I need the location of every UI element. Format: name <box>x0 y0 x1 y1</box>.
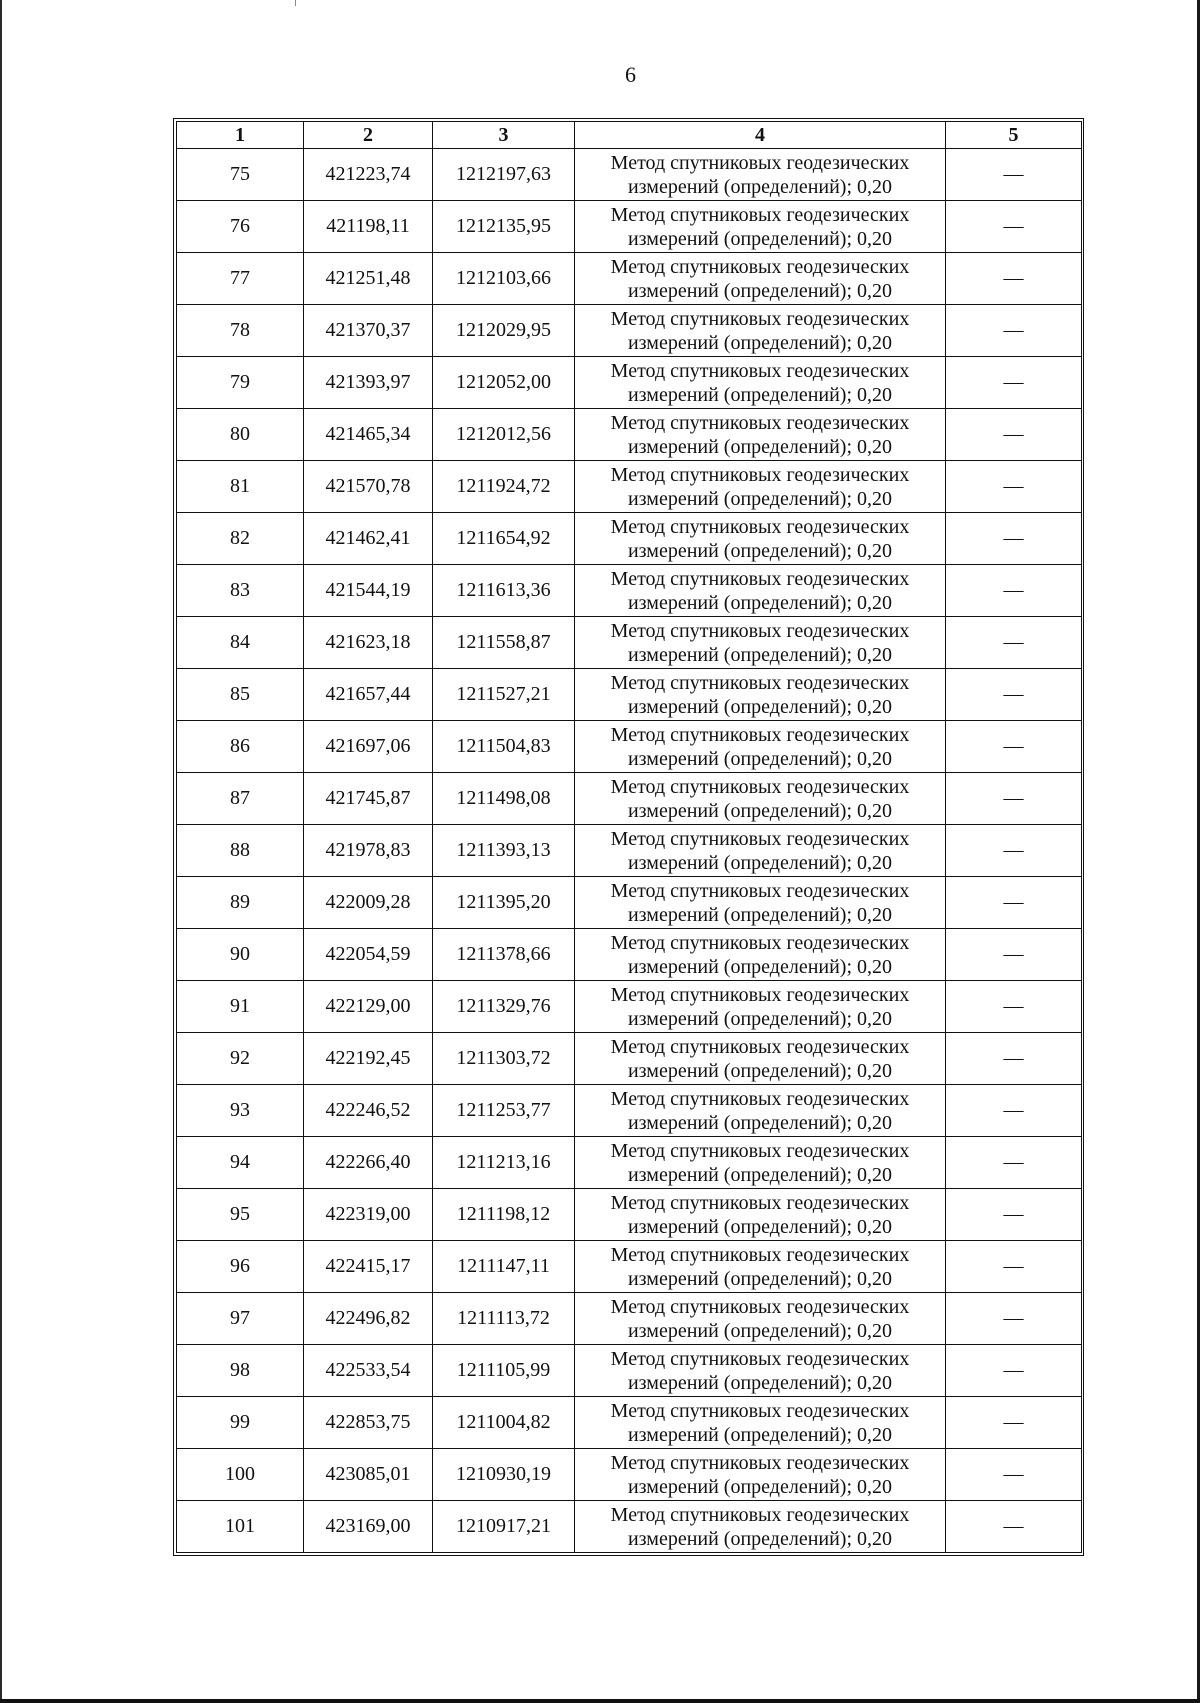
y-coordinate-cell: 1211613,36 <box>433 565 575 617</box>
table-row <box>177 1033 1082 1085</box>
method-line-2: измерений (определений); 0,20 <box>627 799 893 822</box>
description-cell: — <box>946 305 1082 357</box>
column-header: 4 <box>575 122 946 149</box>
column-header: 3 <box>433 122 575 149</box>
table-row <box>177 1449 1082 1501</box>
description-cell: — <box>946 409 1082 461</box>
y-coordinate-cell: 1212197,63 <box>433 149 575 201</box>
description-cell: — <box>946 669 1082 721</box>
method-line-1: Метод спутниковых геодезических <box>610 1191 910 1214</box>
x-coordinate-cell: 421393,97 <box>304 357 433 409</box>
method-line-2: измерений (определений); 0,20 <box>627 747 893 770</box>
method-line-2: измерений (определений); 0,20 <box>627 1059 893 1082</box>
y-coordinate-cell: 1211329,76 <box>433 981 575 1033</box>
x-coordinate-cell: 423169,00 <box>304 1501 433 1553</box>
y-coordinate-cell: 1212103,66 <box>433 253 575 305</box>
point-number-cell: 96 <box>177 1241 304 1293</box>
x-coordinate-cell: 421657,44 <box>304 669 433 721</box>
description-cell: — <box>946 1345 1082 1397</box>
y-coordinate-cell: 1211395,20 <box>433 877 575 929</box>
method-line-2: измерений (определений); 0,20 <box>627 1319 893 1342</box>
y-coordinate-cell: 1211558,87 <box>433 617 575 669</box>
scan-bottom-edge <box>0 1699 1200 1703</box>
method-line-2: измерений (определений); 0,20 <box>627 1111 893 1134</box>
table-row <box>177 929 1082 981</box>
method-line-2: измерений (определений); 0,20 <box>627 851 893 874</box>
description-cell: — <box>946 149 1082 201</box>
table-row <box>177 1293 1082 1345</box>
point-number-cell: 75 <box>177 149 304 201</box>
table-row <box>177 357 1082 409</box>
page-number: 6 <box>625 62 636 87</box>
x-coordinate-cell: 422496,82 <box>304 1293 433 1345</box>
description-cell: — <box>946 1241 1082 1293</box>
point-number-cell: 92 <box>177 1033 304 1085</box>
method-accuracy-cell <box>575 409 946 461</box>
x-coordinate-cell: 422415,17 <box>304 1241 433 1293</box>
column-header: 1 <box>177 122 304 149</box>
method-line-2: измерений (определений); 0,20 <box>627 1371 893 1394</box>
method-line-1: Метод спутниковых геодезических <box>610 1347 910 1370</box>
description-cell: — <box>946 1449 1082 1501</box>
method-accuracy-cell <box>575 305 946 357</box>
description-cell: — <box>946 981 1082 1033</box>
y-coordinate-cell: 1210930,19 <box>433 1449 575 1501</box>
point-number-cell: 100 <box>177 1449 304 1501</box>
method-accuracy-cell <box>575 201 946 253</box>
column-header: 5 <box>946 122 1082 149</box>
method-line-1: Метод спутниковых геодезических <box>610 203 910 226</box>
method-line-2: измерений (определений); 0,20 <box>627 1527 893 1550</box>
description-cell: — <box>946 565 1082 617</box>
point-number-cell: 84 <box>177 617 304 669</box>
x-coordinate-cell: 421544,19 <box>304 565 433 617</box>
point-number-cell: 82 <box>177 513 304 565</box>
method-line-1: Метод спутниковых геодезических <box>610 1087 910 1110</box>
description-cell: — <box>946 825 1082 877</box>
method-line-2: измерений (определений); 0,20 <box>627 695 893 718</box>
method-accuracy-cell <box>575 825 946 877</box>
method-line-2: измерений (определений); 0,20 <box>627 1007 893 1030</box>
point-number-cell: 80 <box>177 409 304 461</box>
y-coordinate-cell: 1211105,99 <box>433 1345 575 1397</box>
description-cell: — <box>946 253 1082 305</box>
method-line-1: Метод спутниковых геодезических <box>610 463 910 486</box>
method-line-2: измерений (определений); 0,20 <box>627 903 893 926</box>
description-cell: — <box>946 1137 1082 1189</box>
method-accuracy-cell <box>575 773 946 825</box>
table-row <box>177 825 1082 877</box>
method-accuracy-cell <box>575 721 946 773</box>
y-coordinate-cell: 1211498,08 <box>433 773 575 825</box>
method-line-1: Метод спутниковых геодезических <box>610 307 910 330</box>
x-coordinate-cell: 422129,00 <box>304 981 433 1033</box>
table-row <box>177 409 1082 461</box>
y-coordinate-cell: 1211924,72 <box>433 461 575 513</box>
point-number-cell: 93 <box>177 1085 304 1137</box>
x-coordinate-cell: 421223,74 <box>304 149 433 201</box>
method-line-1: Метод спутниковых геодезических <box>610 151 910 174</box>
x-coordinate-cell: 421465,34 <box>304 409 433 461</box>
description-cell: — <box>946 201 1082 253</box>
method-line-1: Метод спутниковых геодезических <box>610 983 910 1006</box>
x-coordinate-cell: 422192,45 <box>304 1033 433 1085</box>
x-coordinate-cell: 422533,54 <box>304 1345 433 1397</box>
table-row <box>177 1085 1082 1137</box>
method-line-1: Метод спутниковых геодезических <box>610 1399 910 1422</box>
table-row <box>177 565 1082 617</box>
method-accuracy-cell <box>575 1449 946 1501</box>
method-line-1: Метод спутниковых геодезических <box>610 1243 910 1266</box>
method-accuracy-cell <box>575 1501 946 1553</box>
method-line-2: измерений (определений); 0,20 <box>627 539 893 562</box>
table-row <box>177 1137 1082 1189</box>
description-cell: — <box>946 1397 1082 1449</box>
y-coordinate-cell: 1211253,77 <box>433 1085 575 1137</box>
method-line-2: измерений (определений); 0,20 <box>627 1163 893 1186</box>
method-line-2: измерений (определений); 0,20 <box>627 643 893 666</box>
method-line-1: Метод спутниковых геодезических <box>610 1035 910 1058</box>
method-line-1: Метод спутниковых геодезических <box>610 879 910 902</box>
x-coordinate-cell: 421745,87 <box>304 773 433 825</box>
x-coordinate-cell: 422266,40 <box>304 1137 433 1189</box>
point-number-cell: 79 <box>177 357 304 409</box>
x-coordinate-cell: 421251,48 <box>304 253 433 305</box>
table-row <box>177 253 1082 305</box>
coordinates-table <box>176 121 1082 1553</box>
method-accuracy-cell <box>575 1397 946 1449</box>
method-line-2: измерений (определений); 0,20 <box>627 955 893 978</box>
point-number-cell: 77 <box>177 253 304 305</box>
method-line-2: измерений (определений); 0,20 <box>627 331 893 354</box>
description-cell: — <box>946 617 1082 669</box>
point-number-cell: 91 <box>177 981 304 1033</box>
x-coordinate-cell: 421570,78 <box>304 461 433 513</box>
x-coordinate-cell: 421370,37 <box>304 305 433 357</box>
description-cell: — <box>946 1189 1082 1241</box>
x-coordinate-cell: 422246,52 <box>304 1085 433 1137</box>
table-row <box>177 461 1082 513</box>
description-cell: — <box>946 357 1082 409</box>
method-accuracy-cell <box>575 513 946 565</box>
description-cell: — <box>946 1501 1082 1553</box>
x-coordinate-cell: 421623,18 <box>304 617 433 669</box>
description-cell: — <box>946 1293 1082 1345</box>
point-number-cell: 90 <box>177 929 304 981</box>
table-row <box>177 1189 1082 1241</box>
method-line-2: измерений (определений); 0,20 <box>627 435 893 458</box>
y-coordinate-cell: 1211303,72 <box>433 1033 575 1085</box>
description-cell: — <box>946 929 1082 981</box>
table-row <box>177 1501 1082 1553</box>
method-accuracy-cell <box>575 1241 946 1293</box>
table-row <box>177 513 1082 565</box>
x-coordinate-cell: 421198,11 <box>304 201 433 253</box>
point-number-cell: 83 <box>177 565 304 617</box>
method-accuracy-cell <box>575 357 946 409</box>
y-coordinate-cell: 1211213,16 <box>433 1137 575 1189</box>
method-accuracy-cell <box>575 149 946 201</box>
method-line-1: Метод спутниковых геодезических <box>610 255 910 278</box>
point-number-cell: 88 <box>177 825 304 877</box>
table-row <box>177 1397 1082 1449</box>
method-accuracy-cell <box>575 981 946 1033</box>
point-number-cell: 97 <box>177 1293 304 1345</box>
method-accuracy-cell <box>575 565 946 617</box>
method-line-1: Метод спутниковых геодезических <box>610 567 910 590</box>
table-row <box>177 877 1082 929</box>
table-row <box>177 981 1082 1033</box>
x-coordinate-cell: 423085,01 <box>304 1449 433 1501</box>
point-number-cell: 94 <box>177 1137 304 1189</box>
method-line-1: Метод спутниковых геодезических <box>610 1451 910 1474</box>
y-coordinate-cell: 1211198,12 <box>433 1189 575 1241</box>
table-row <box>177 149 1082 201</box>
description-cell: — <box>946 513 1082 565</box>
method-line-2: измерений (определений); 0,20 <box>627 1215 893 1238</box>
y-coordinate-cell: 1211504,83 <box>433 721 575 773</box>
method-accuracy-cell <box>575 253 946 305</box>
description-cell: — <box>946 773 1082 825</box>
method-accuracy-cell <box>575 1345 946 1397</box>
description-cell: — <box>946 877 1082 929</box>
method-line-2: измерений (определений); 0,20 <box>627 1423 893 1446</box>
method-accuracy-cell <box>575 1189 946 1241</box>
method-line-2: измерений (определений); 0,20 <box>627 487 893 510</box>
method-line-2: измерений (определений); 0,20 <box>627 175 893 198</box>
method-accuracy-cell <box>575 617 946 669</box>
method-line-1: Метод спутниковых геодезических <box>610 723 910 746</box>
table-row <box>177 721 1082 773</box>
method-line-1: Метод спутниковых геодезических <box>610 1139 910 1162</box>
point-number-cell: 101 <box>177 1501 304 1553</box>
method-accuracy-cell <box>575 1293 946 1345</box>
point-number-cell: 76 <box>177 201 304 253</box>
method-line-1: Метод спутниковых геодезических <box>610 515 910 538</box>
y-coordinate-cell: 1211393,13 <box>433 825 575 877</box>
x-coordinate-cell: 422319,00 <box>304 1189 433 1241</box>
method-line-1: Метод спутниковых геодезических <box>610 619 910 642</box>
method-line-2: измерений (определений); 0,20 <box>627 227 893 250</box>
method-line-1: Метод спутниковых геодезических <box>610 827 910 850</box>
x-coordinate-cell: 421462,41 <box>304 513 433 565</box>
method-line-1: Метод спутниковых геодезических <box>610 411 910 434</box>
y-coordinate-cell: 1212012,56 <box>433 409 575 461</box>
column-header: 2 <box>304 122 433 149</box>
point-number-cell: 99 <box>177 1397 304 1449</box>
y-coordinate-cell: 1211654,92 <box>433 513 575 565</box>
method-accuracy-cell <box>575 669 946 721</box>
point-number-cell: 95 <box>177 1189 304 1241</box>
scan-left-edge <box>0 0 2 1703</box>
point-number-cell: 86 <box>177 721 304 773</box>
x-coordinate-cell: 421697,06 <box>304 721 433 773</box>
table-row <box>177 201 1082 253</box>
method-accuracy-cell <box>575 1137 946 1189</box>
table-row <box>177 1241 1082 1293</box>
x-coordinate-cell: 422009,28 <box>304 877 433 929</box>
description-cell: — <box>946 1033 1082 1085</box>
x-coordinate-cell: 422853,75 <box>304 1397 433 1449</box>
table-header-row <box>177 122 1082 149</box>
table-row <box>177 305 1082 357</box>
y-coordinate-cell: 1211147,11 <box>433 1241 575 1293</box>
y-coordinate-cell: 1211113,72 <box>433 1293 575 1345</box>
x-coordinate-cell: 421978,83 <box>304 825 433 877</box>
y-coordinate-cell: 1211527,21 <box>433 669 575 721</box>
method-line-1: Метод спутниковых геодезических <box>610 1295 910 1318</box>
method-line-1: Метод спутниковых геодезических <box>610 359 910 382</box>
method-line-2: измерений (определений); 0,20 <box>627 279 893 302</box>
method-accuracy-cell <box>575 1033 946 1085</box>
y-coordinate-cell: 1212029,95 <box>433 305 575 357</box>
scan-mark <box>295 0 296 6</box>
table-row <box>177 773 1082 825</box>
y-coordinate-cell: 1211378,66 <box>433 929 575 981</box>
point-number-cell: 81 <box>177 461 304 513</box>
point-number-cell: 78 <box>177 305 304 357</box>
x-coordinate-cell: 422054,59 <box>304 929 433 981</box>
method-line-2: измерений (определений); 0,20 <box>627 383 893 406</box>
method-line-2: измерений (определений); 0,20 <box>627 1267 893 1290</box>
method-line-1: Метод спутниковых геодезических <box>610 931 910 954</box>
y-coordinate-cell: 1212052,00 <box>433 357 575 409</box>
point-number-cell: 85 <box>177 669 304 721</box>
method-accuracy-cell <box>575 1085 946 1137</box>
point-number-cell: 87 <box>177 773 304 825</box>
method-accuracy-cell <box>575 929 946 981</box>
table-row <box>177 669 1082 721</box>
method-line-1: Метод спутниковых геодезических <box>610 775 910 798</box>
table-row <box>177 1345 1082 1397</box>
method-line-1: Метод спутниковых геодезических <box>610 1503 910 1526</box>
method-line-2: измерений (определений); 0,20 <box>627 1475 893 1498</box>
y-coordinate-cell: 1212135,95 <box>433 201 575 253</box>
description-cell: — <box>946 721 1082 773</box>
method-line-1: Метод спутниковых геодезических <box>610 671 910 694</box>
y-coordinate-cell: 1210917,21 <box>433 1501 575 1553</box>
method-line-2: измерений (определений); 0,20 <box>627 591 893 614</box>
method-accuracy-cell <box>575 461 946 513</box>
point-number-cell: 89 <box>177 877 304 929</box>
point-number-cell: 98 <box>177 1345 304 1397</box>
table-row <box>177 617 1082 669</box>
description-cell: — <box>946 461 1082 513</box>
description-cell: — <box>946 1085 1082 1137</box>
method-accuracy-cell <box>575 877 946 929</box>
table-body <box>177 149 1082 1553</box>
y-coordinate-cell: 1211004,82 <box>433 1397 575 1449</box>
